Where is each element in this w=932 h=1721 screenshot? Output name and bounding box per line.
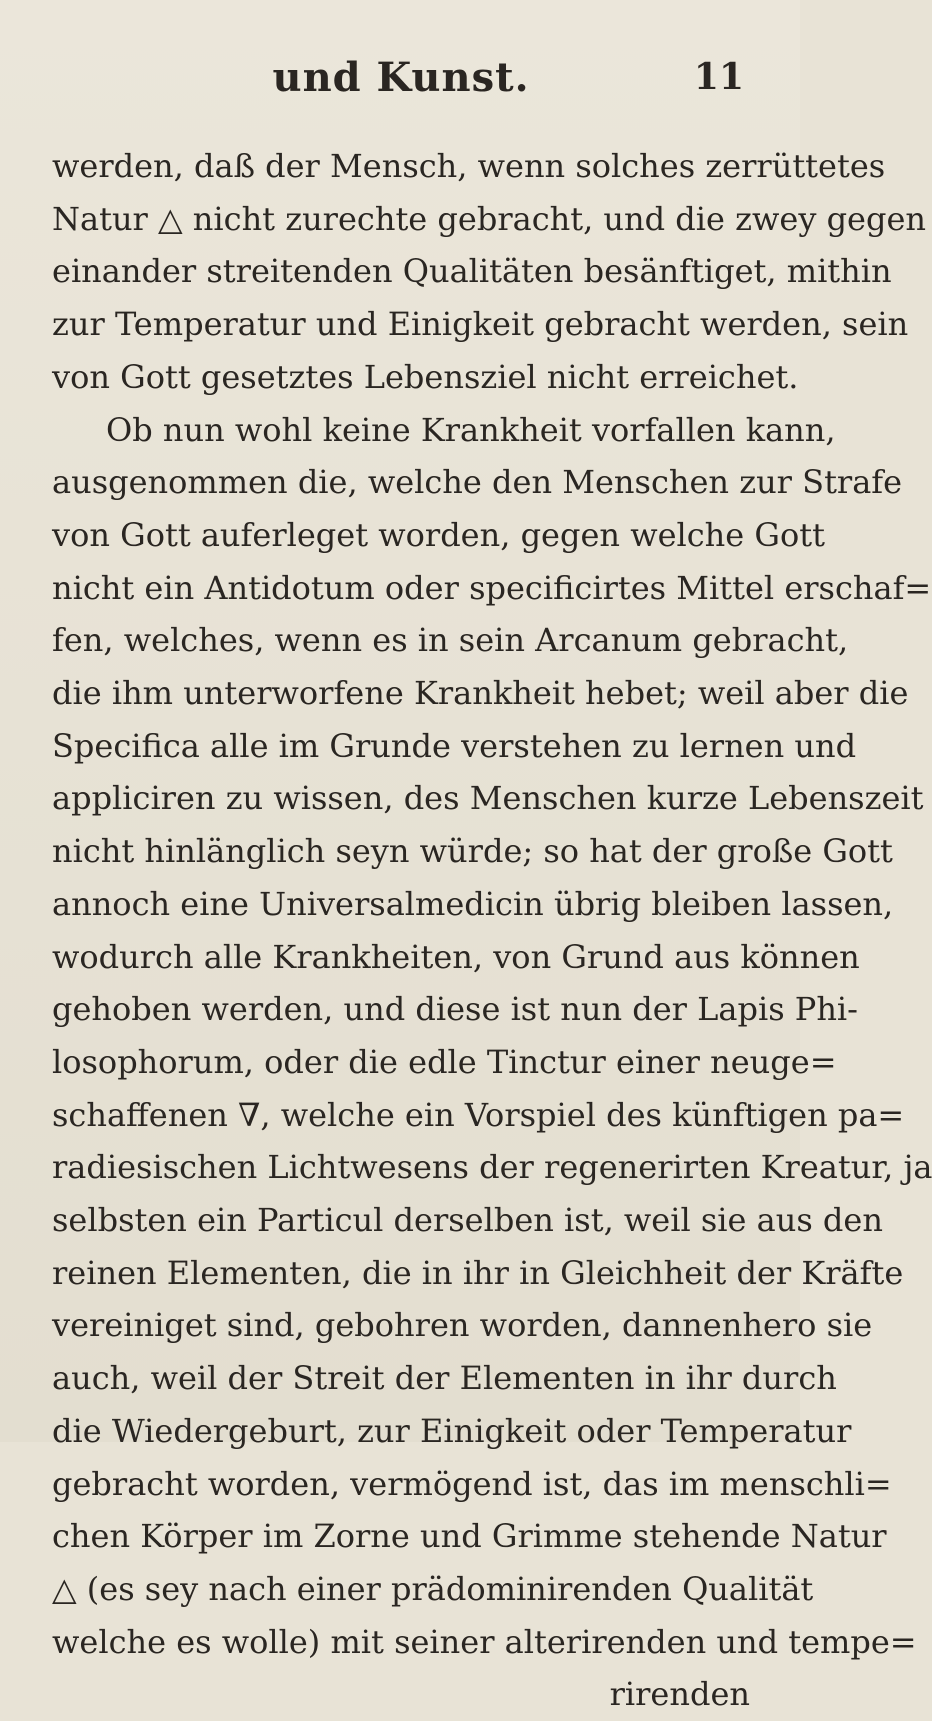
text-line: die ihm unterworfene Krankheit hebet; weil aber die <box>52 674 909 713</box>
text-line: von Gott auferleget worden, gegen welche Gott <box>52 515 825 554</box>
page-header <box>52 54 750 114</box>
text-line: die Wiedergeburt, zur Einigkeit oder Temperatur <box>52 1411 852 1450</box>
text-line: Natur △ nicht zurechte gebracht, und die zwey gegen <box>52 199 927 238</box>
text-line: losophorum, oder die edle Tinctur einer neuge= <box>52 1042 837 1081</box>
catchword: rirenden <box>609 1675 750 1714</box>
text-line: nicht ein Antidotum oder specificirtes Mittel erschaf= <box>52 568 932 607</box>
text-line: nicht hinlänglich seyn würde; so hat der große Gott <box>52 832 893 871</box>
text-line: welche es wolle) mit seiner alterirenden und tempe= <box>52 1622 917 1661</box>
text-line: radiesischen Lichtwesens der regenerirten Kreatur, ja <box>52 1148 932 1187</box>
text-line: auch, weil der Streit der Elementen in ihr durch <box>52 1359 837 1398</box>
text-line: einander streitenden Qualitäten besänftiget, mithin <box>52 252 892 291</box>
text-line: zur Temperatur und Einigkeit gebracht werden, sein <box>52 305 909 344</box>
text-line: Specifica alle im Grunde verstehen zu lernen und <box>52 726 857 765</box>
text-line: wodurch alle Krankheiten, von Grund aus können <box>52 937 860 976</box>
body-text <box>52 140 932 1721</box>
paragraph-start-line: Ob nun wohl keine Krankheit vorfallen kann, <box>106 410 836 449</box>
text-line: annoch eine Universalmedicin übrig bleiben lassen, <box>52 884 894 923</box>
text-line: selbsten ein Particul derselben ist, weil sie aus den <box>52 1201 883 1240</box>
text-line: gehoben werden, und diese ist nun der Lapis Phi- <box>52 990 858 1029</box>
text-line: schaffenen ∇, welche ein Vorspiel des künftigen pa= <box>52 1095 905 1134</box>
running-head: und Kunst. <box>272 54 530 101</box>
text-line: appliciren zu wissen, des Menschen kurze Lebenszeit <box>52 779 924 818</box>
text-line: von Gott gesetztes Lebensziel nicht erreichet. <box>52 357 799 396</box>
text-line: werden, daß der Mensch, wenn solches zerrüttetes <box>52 147 886 185</box>
page-number: 11 <box>693 56 744 98</box>
text-line: chen Körper im Zorne und Grimme stehende Natur <box>52 1517 887 1556</box>
text-line: △ (es sey nach einer prädominirenden Qualität <box>52 1569 814 1608</box>
text-line: vereiniget sind, gebohren worden, dannenhero sie <box>52 1306 873 1345</box>
text-line: gebracht worden, vermögend ist, das im menschli= <box>52 1464 892 1503</box>
text-line: ausgenommen die, welche den Menschen zur Strafe <box>52 463 903 502</box>
text-line: reinen Elementen, die in ihr in Gleichheit der Kräfte <box>52 1253 904 1292</box>
text-line: fen, welches, wenn es in sein Arcanum gebracht, <box>52 621 849 660</box>
